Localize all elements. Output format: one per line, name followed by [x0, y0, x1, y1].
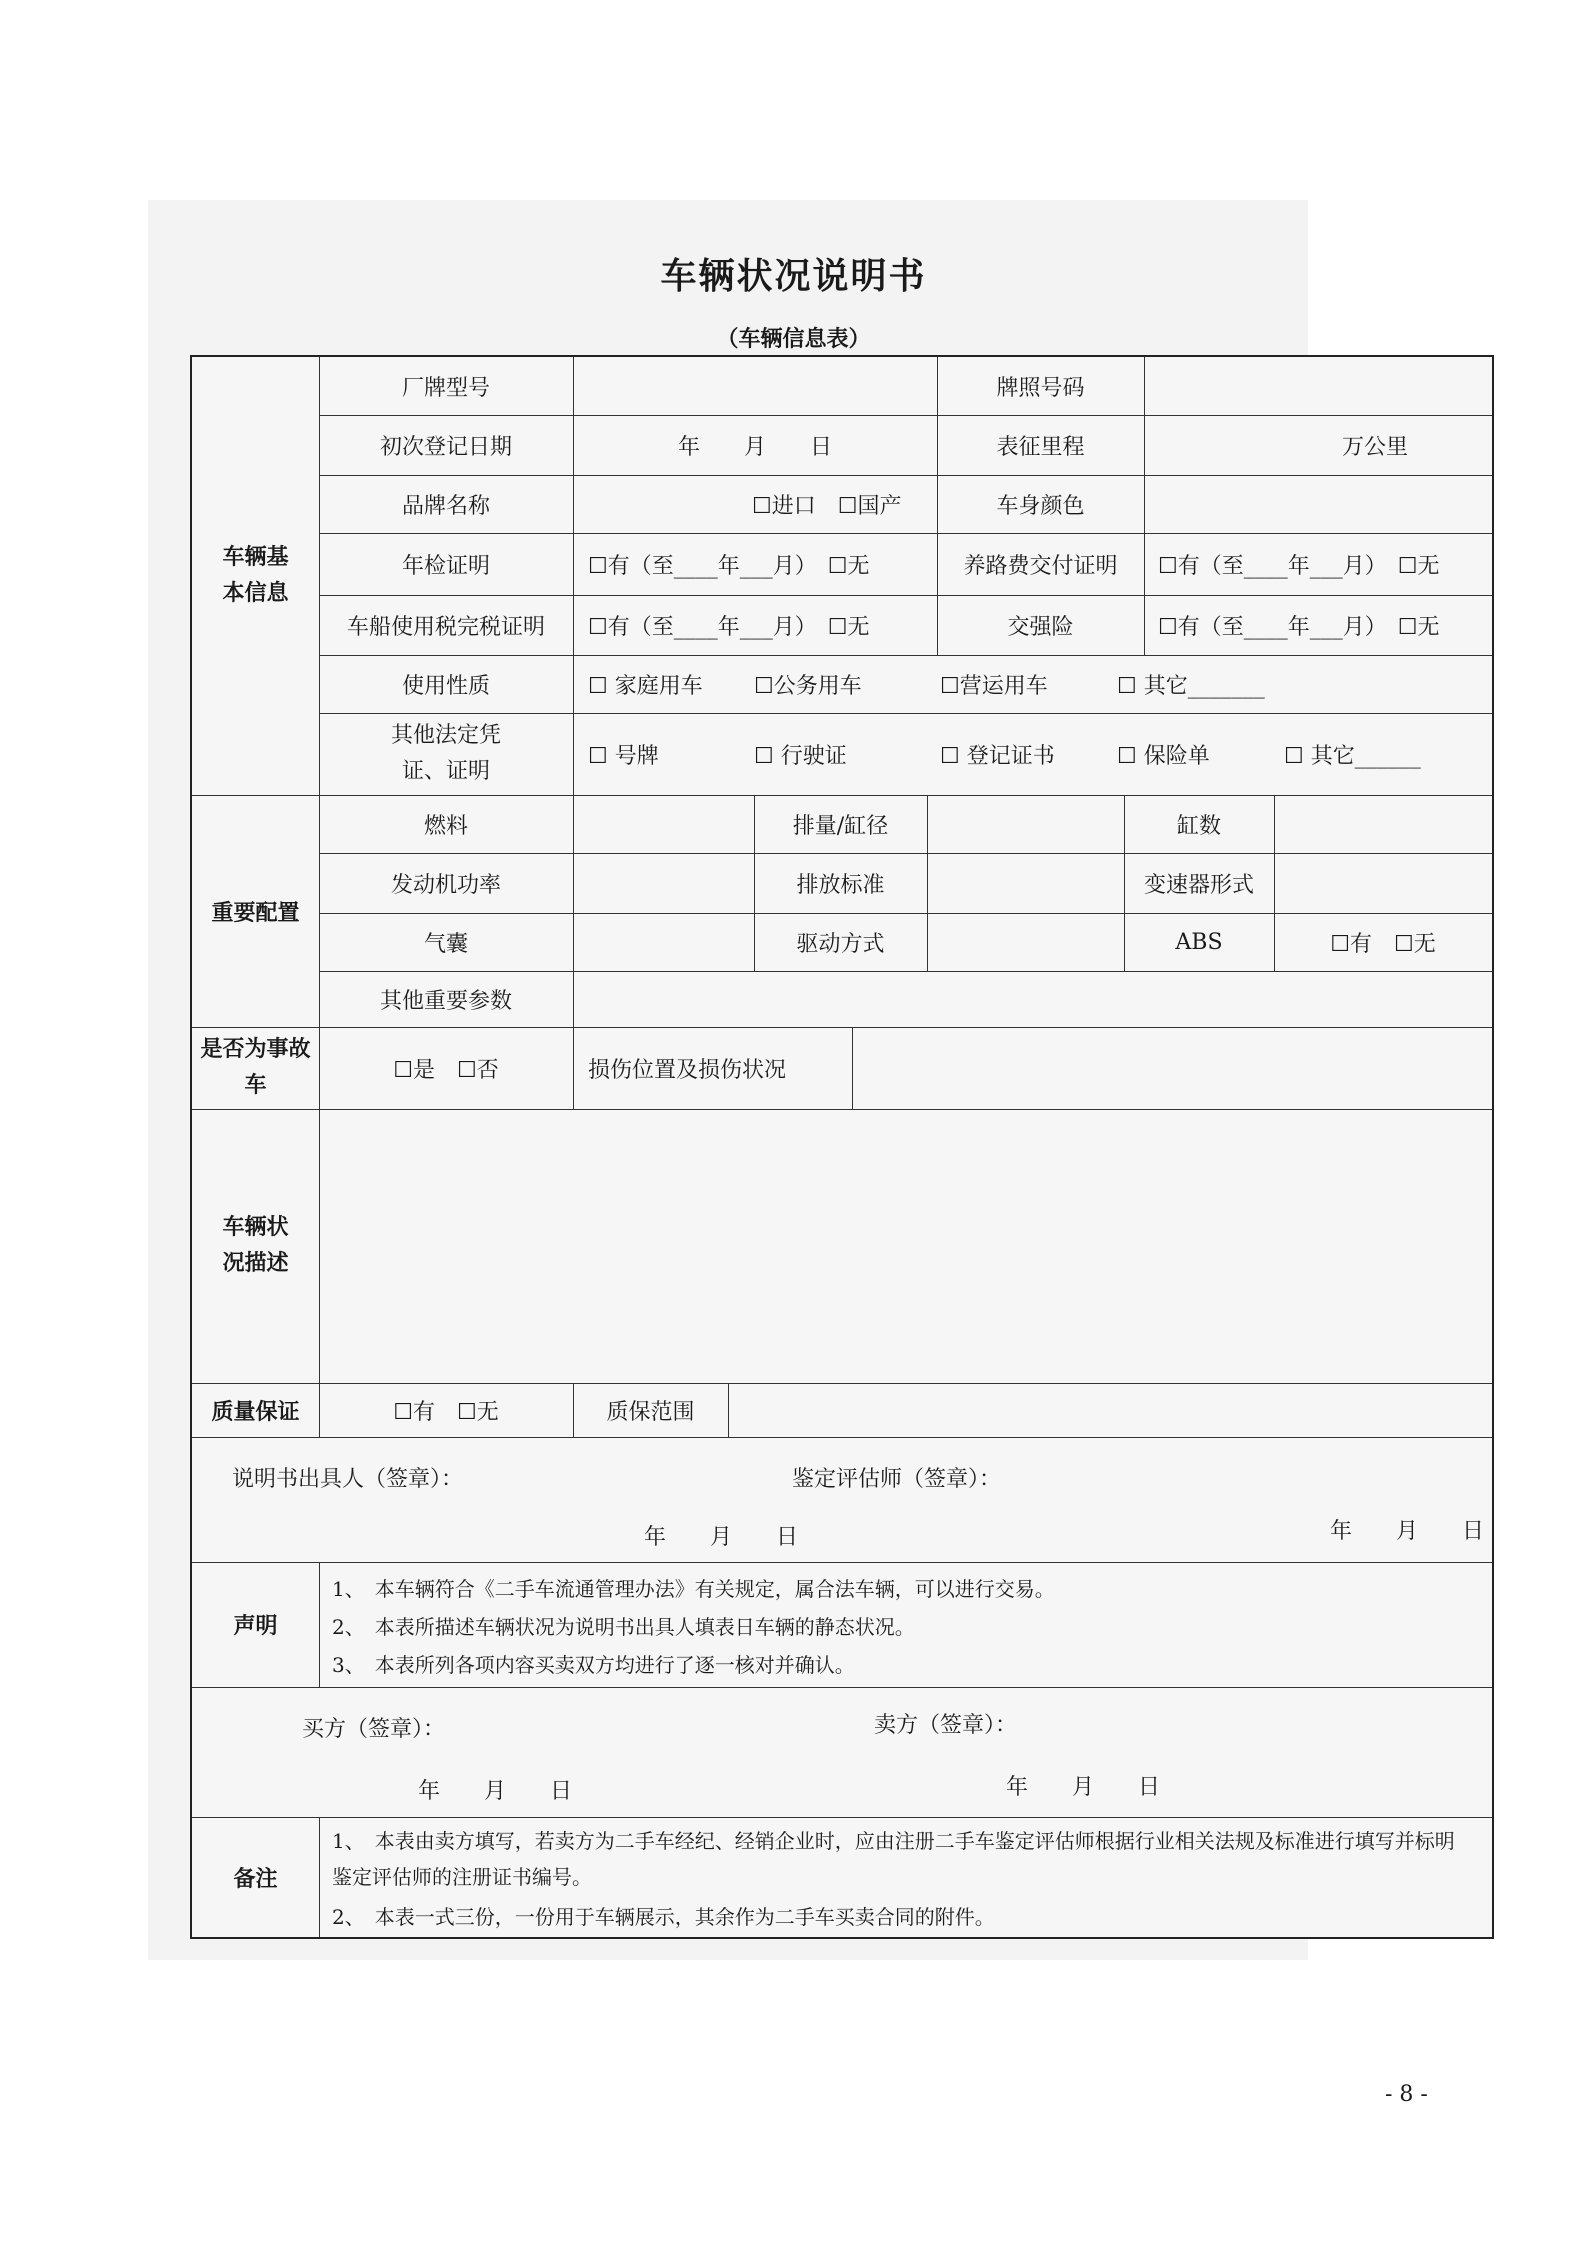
appraiser-date: 年 月 日: [1330, 1518, 1485, 1544]
other-params-label: 其他重要参数: [379, 988, 512, 1014]
engine-power-label: 发动机功率: [390, 872, 501, 898]
declaration-item-1: 1、 本车辆符合《二手车流通管理办法》有关规定，属合法车辆，可以进行交易。: [332, 1576, 1055, 1601]
compulsory-insurance-options[interactable]: ☐有（至____年___月） ☐无: [1158, 614, 1440, 640]
inspection-cert-label: 年检证明: [401, 553, 490, 579]
doc-option-registration[interactable]: ☐ 登记证书: [940, 743, 1055, 769]
usage-option-family[interactable]: ☐ 家庭用车: [588, 673, 703, 699]
document-title: 车辆状况说明书: [660, 256, 927, 297]
body-color-label: 车身颜色: [996, 493, 1085, 519]
col-line: [1144, 357, 1145, 655]
col-line: [852, 1027, 853, 1109]
odometer-label: 表征里程: [996, 434, 1085, 460]
usage-nature-label: 使用性质: [401, 673, 490, 699]
document-subtitle: （车辆信息表）: [716, 327, 871, 352]
vehicle-info-form: [190, 355, 1494, 1939]
origin-checkboxes[interactable]: ☐进口 ☐国产: [752, 493, 902, 519]
first-reg-date-label: 初次登记日期: [379, 434, 512, 460]
issuer-date: 年 月 日: [644, 1524, 799, 1550]
vessel-tax-cert-options[interactable]: ☐有（至____年___月） ☐无: [588, 614, 870, 640]
col-line: [573, 795, 574, 1027]
warranty-checkboxes[interactable]: ☐有 ☐无: [393, 1399, 499, 1425]
road-fee-cert-options[interactable]: ☐有（至____年___月） ☐无: [1158, 553, 1440, 579]
doc-option-other[interactable]: ☐ 其它______: [1284, 743, 1421, 769]
first-reg-date-value: 年 月 日: [677, 434, 832, 460]
displacement-label: 排量/缸径: [792, 813, 889, 839]
buyer-date: 年 月 日: [418, 1778, 573, 1804]
row-line: [192, 1687, 1492, 1688]
issuer-signature-label: 说明书出具人（签章）：: [232, 1466, 464, 1492]
remarks-item-1: 1、 本表由卖方填写，若卖方为二手车经纪、经销企业时，应由注册二手车鉴定评估师根据行业相关法规及标准进行填写并标明鉴定评估师的注册证书编号。: [332, 1829, 1455, 1889]
row-line: [192, 1109, 1492, 1110]
usage-option-commercial[interactable]: ☐营运用车: [940, 673, 1048, 699]
road-fee-cert-label: 养路费交付证明: [963, 553, 1118, 579]
col-line: [319, 1817, 320, 1937]
damage-label: 损伤位置及损伤状况: [588, 1057, 787, 1083]
emission-std-label: 排放标准: [796, 872, 885, 898]
doc-option-license[interactable]: ☐ 行驶证: [754, 743, 847, 769]
section-remarks-label: 备注: [233, 1866, 278, 1892]
compulsory-insurance-label: 交强险: [1007, 614, 1074, 640]
seller-date: 年 月 日: [1006, 1774, 1161, 1800]
remarks-item-2: 2、 本表一式三份，一份用于车辆展示，其余作为二手车买卖合同的附件。: [332, 1904, 995, 1929]
warranty-scope-label: 质保范围: [606, 1399, 695, 1425]
col-line: [573, 1027, 574, 1109]
page-number: - 8 -: [1385, 2082, 1428, 2107]
section-config-label: 重要配置: [211, 900, 300, 926]
drive-mode-label: 驱动方式: [796, 931, 885, 957]
section-accident-label: 是否为事故车: [200, 1037, 311, 1098]
row-line: [192, 1562, 1492, 1563]
brand-model-label: 厂牌型号: [401, 375, 490, 401]
transmission-label: 变速器形式: [1143, 872, 1254, 898]
seller-signature-label: 卖方（签章）：: [874, 1712, 1018, 1738]
doc-option-plate[interactable]: ☐ 号牌: [588, 743, 659, 769]
odometer-unit: 万公里: [1342, 434, 1409, 460]
declaration-item-2: 2、 本表所描述车辆状况为说明书出具人填表日车辆的静态状况。: [332, 1614, 915, 1639]
cylinders-label: 缸数: [1176, 813, 1221, 839]
buyer-signature-label: 买方（签章）：: [302, 1716, 446, 1742]
abs-checkboxes[interactable]: ☐有 ☐无: [1330, 931, 1436, 957]
declaration-item-3: 3、 本表所列各项内容买卖双方均进行了逐一核对并确认。: [332, 1652, 855, 1677]
vessel-tax-cert-label: 车船使用税完税证明: [346, 614, 545, 640]
appraiser-signature-label: 鉴定评估师（签章）：: [792, 1466, 1002, 1492]
col-line: [319, 1562, 320, 1687]
col-line: [728, 1383, 729, 1437]
plate-number-label: 牌照号码: [996, 375, 1085, 401]
inspection-cert-options[interactable]: ☐有（至____年___月） ☐无: [588, 553, 870, 579]
brand-name-label: 品牌名称: [401, 493, 490, 519]
airbag-label: 气囊: [423, 931, 468, 957]
abs-label: ABS: [1175, 929, 1223, 955]
row-line: [192, 1437, 1492, 1438]
fuel-label: 燃料: [423, 813, 468, 839]
col-line: [927, 795, 928, 971]
accident-checkboxes[interactable]: ☐是 ☐否: [393, 1057, 499, 1083]
section-basic-info-label: 车辆基本信息: [222, 545, 289, 606]
section-condition-label: 车辆状况描述: [222, 1215, 289, 1276]
row-line: [192, 1817, 1492, 1818]
usage-option-other[interactable]: ☐ 其它_______: [1117, 673, 1265, 699]
section-warranty-label: 质量保证: [211, 1399, 300, 1425]
section-declaration-label: 声明: [233, 1614, 278, 1639]
other-docs-label: 其他法定凭证、证明: [390, 723, 501, 784]
usage-option-official[interactable]: ☐公务用车: [754, 673, 862, 699]
doc-option-insurance[interactable]: ☐ 保险单: [1117, 743, 1210, 769]
